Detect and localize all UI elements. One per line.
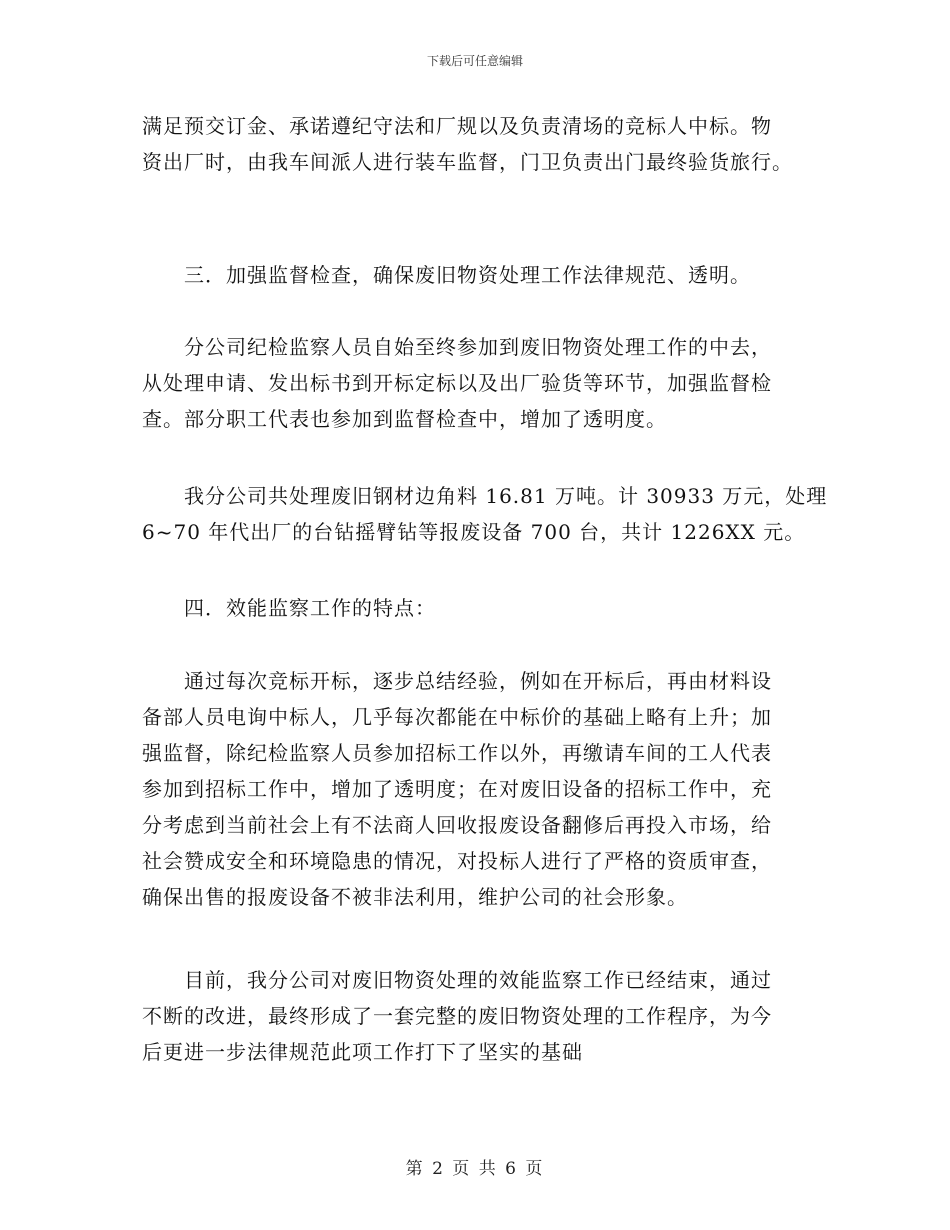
text-line: 强监督，除纪检监察人员参加招标工作以外，再缴请车间的工人代表 bbox=[142, 741, 772, 765]
paragraph-statistics bbox=[142, 478, 828, 550]
text-line: 查。部分职工代表也参加到监督检查中，增加了透明度。 bbox=[142, 407, 667, 431]
text-line: 目前，我分公司对废旧物资处理的效能监察工作已经结束，通过 bbox=[142, 968, 772, 992]
paragraph-supervision bbox=[142, 329, 822, 437]
heading-line: 四．效能监察工作的特点： bbox=[142, 596, 436, 620]
paragraph-conclusion bbox=[142, 962, 822, 1070]
text-line: 6~70 年代出厂的台钻摇臂钻等报废设备 700 台，共计 1226XX 元。 bbox=[142, 520, 806, 544]
text-line: 分公司纪检监察人员自始至终参加到废旧物资处理工作的中去， bbox=[142, 335, 772, 359]
text-line: 社会赞成安全和环境隐患的情况，对投标人进行了严格的资质审查， bbox=[142, 849, 772, 873]
section-heading-4 bbox=[142, 590, 822, 626]
page-footer: 第 2 页 共 6 页 bbox=[405, 1159, 545, 1179]
page-header: 下载后可任意编辑 bbox=[426, 54, 523, 68]
text-line: 从处理申请、发出标书到开标定标以及出厂验货等环节，加强监督检 bbox=[142, 371, 772, 395]
text-line: 参加到招标工作中，增加了透明度；在对废旧设备的招标工作中，充 bbox=[142, 777, 772, 801]
text-line: 后更进一步法律规范此项工作打下了坚实的基础 bbox=[142, 1040, 583, 1064]
text-line: 我分公司共处理废旧钢材边角料 16.81 万吨。计 30933 万元，处理 bbox=[142, 484, 828, 508]
paragraph-features bbox=[142, 663, 822, 915]
text-line: 不断的改进，最终形成了一套完整的废旧物资处理的工作程序，为今 bbox=[142, 1004, 772, 1028]
paragraph-continuation bbox=[142, 108, 822, 180]
heading-line: 三．加强监督检查，确保废旧物资处理工作法律规范、透明。 bbox=[142, 263, 751, 287]
text-line: 通过每次竞标开标，逐步总结经验，例如在开标后，再由材料设 bbox=[142, 669, 772, 693]
text-line: 满足预交订金、承诺遵纪守法和厂规以及负责清场的竞标人中标。物 bbox=[142, 114, 772, 138]
text-line: 备部人员电询中标人，几乎每次都能在中标价的基础上略有上升；加 bbox=[142, 705, 772, 729]
text-line: 资出厂时，由我车间派人进行装车监督，门卫负责出门最终验货旅行。 bbox=[142, 150, 793, 174]
text-line: 确保出售的报废设备不被非法利用，维护公司的社会形象。 bbox=[142, 885, 688, 909]
section-heading-3 bbox=[142, 257, 822, 293]
text-line: 分考虑到当前社会上有不法商人回收报废设备翻修后再投入市场，给 bbox=[142, 813, 772, 837]
